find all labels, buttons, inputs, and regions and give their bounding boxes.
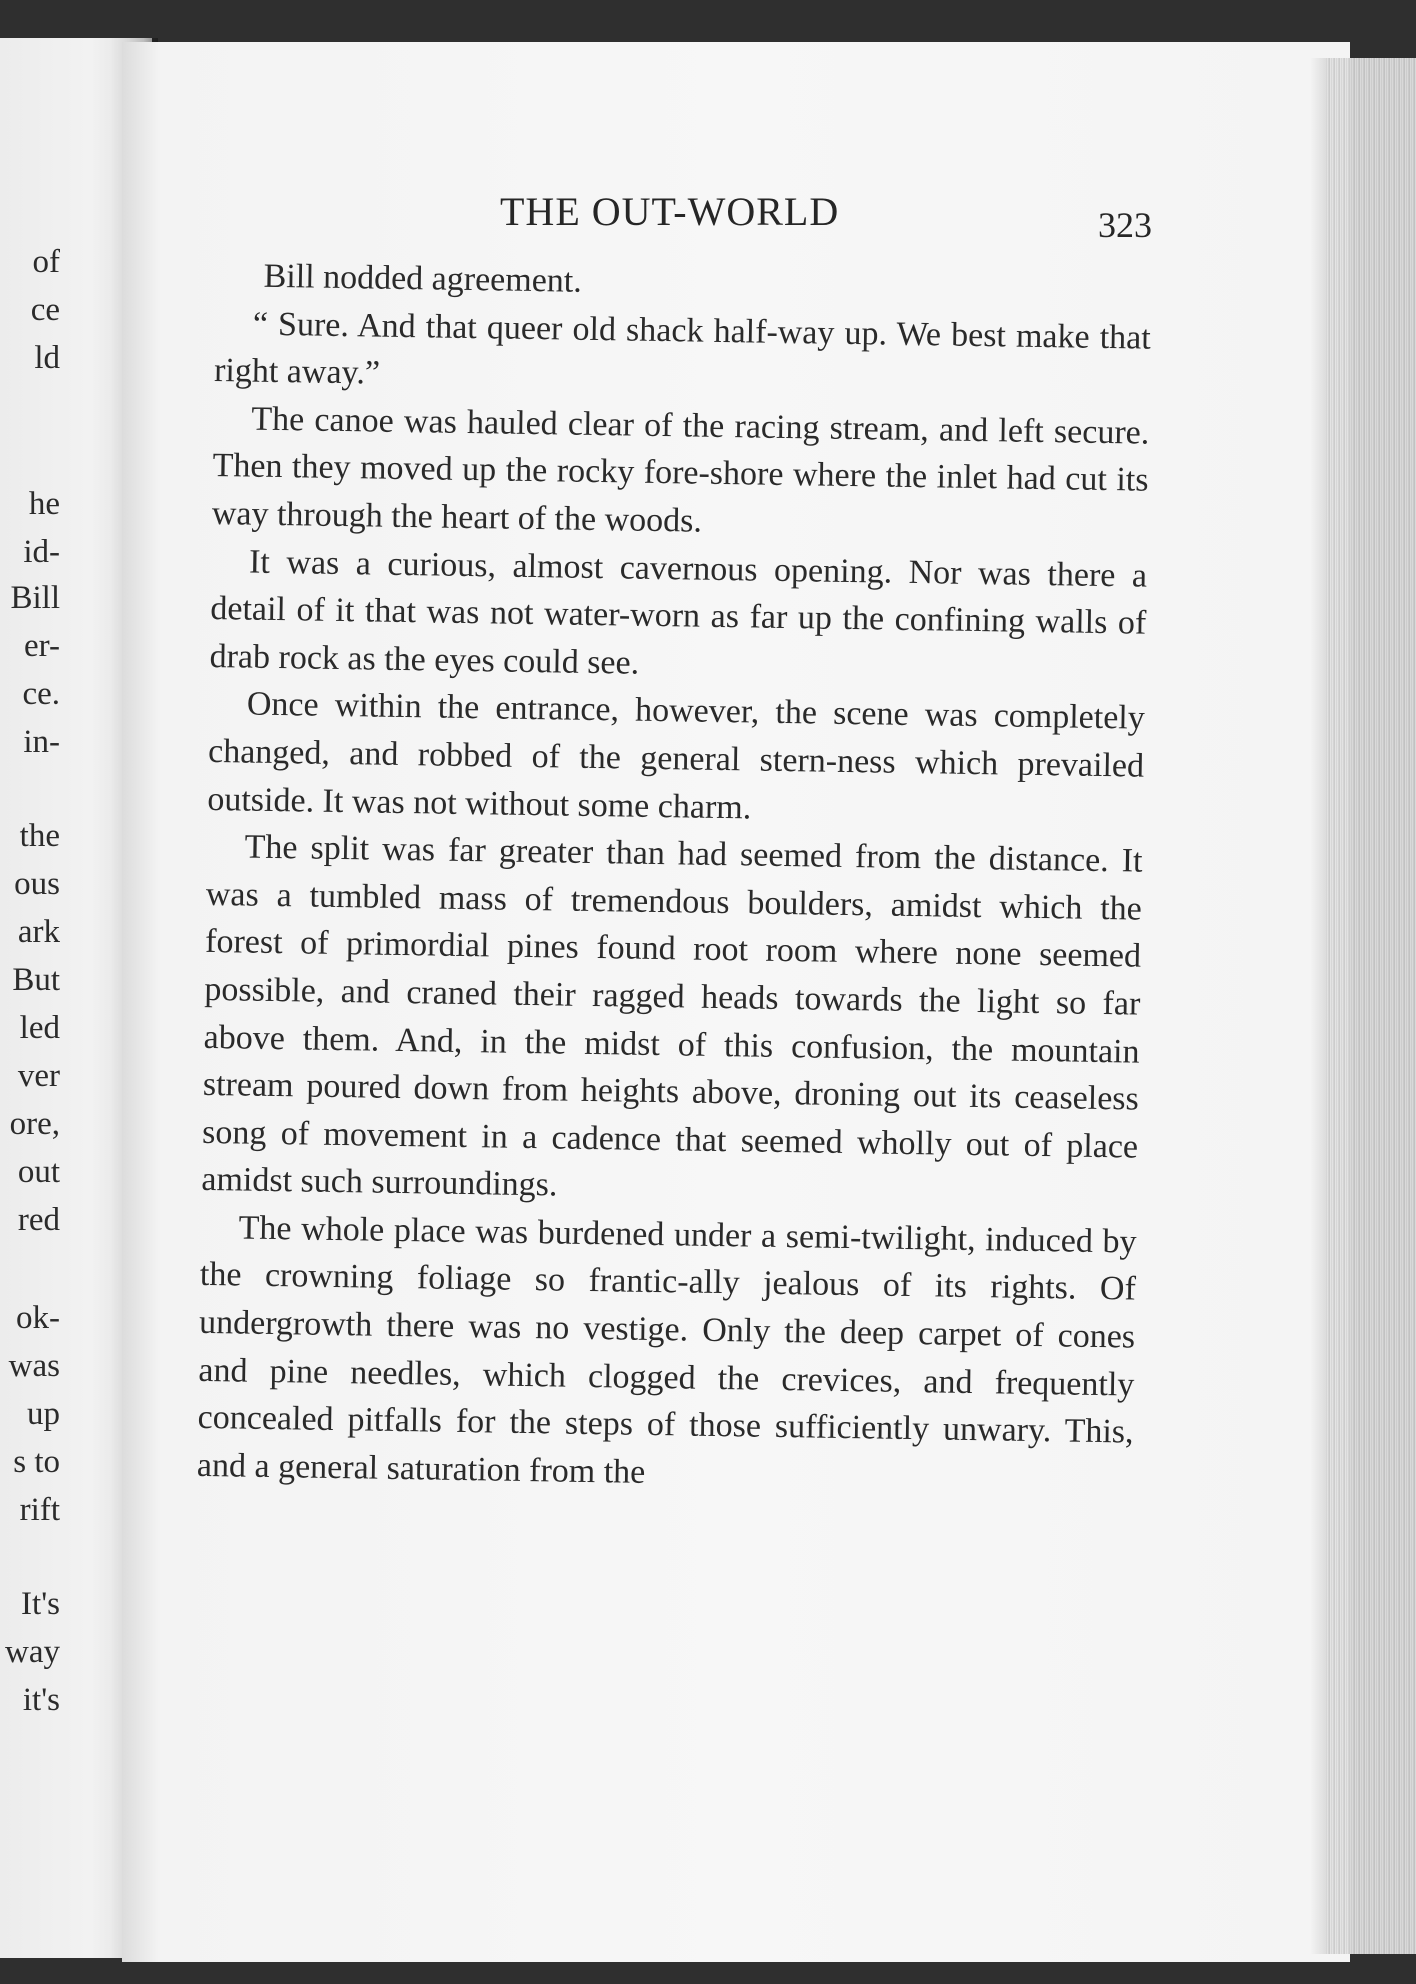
- left-line-fragment: of: [32, 244, 60, 280]
- left-line-fragment: It's: [21, 1586, 60, 1622]
- left-line-fragment: the: [19, 818, 60, 854]
- paragraph: The split was far greater than had seemed from the distance. It was a tumbled mass of tremendous boulders, amidst which the forest of primordial pines found root room where none seemed possible, and craned their ragged heads towards the light so far above them. And, in the midst of this confusion, the mountain stream poured down from heights above, droning out its ceaseless song of movement in a cadence that seemed wholly out of place amidst such surroundings.: [201, 828, 1143, 1204]
- paragraph: Bill nodded agreement.: [263, 257, 583, 300]
- page-number: 323: [1098, 205, 1152, 245]
- left-line-fragment: ark: [17, 914, 60, 950]
- left-line-fragment: in-: [23, 724, 60, 760]
- left-line-fragment: ce: [30, 292, 60, 328]
- left-line-fragment: ce.: [22, 676, 60, 712]
- paragraph: Once within the entrance, however, the scene was completely changed, and robbed of the general stern-ness which prevailed outside. It was not without some charm.: [207, 685, 1146, 827]
- left-line-fragment: led: [19, 1010, 60, 1046]
- paragraph: The canoe was hauled clear of the racing stream, and left secure. Then they moved up the rocky fore-shore where the inlet had cut its way through the heart of the woods.: [211, 400, 1150, 540]
- left-line-fragment: er-: [24, 628, 60, 664]
- left-line-fragment: ld: [34, 340, 60, 376]
- left-line-fragment: But: [12, 962, 60, 998]
- page-edges: [1326, 58, 1416, 1954]
- left-line-fragment: up: [27, 1396, 60, 1432]
- left-line-fragment: ver: [17, 1058, 60, 1094]
- left-line-fragment: he: [28, 486, 60, 522]
- left-line-fragment: Bill: [10, 580, 60, 616]
- body-text: [197, 252, 1152, 1504]
- paragraph: It was a curious, almost cavernous opening. Nor was there a detail of it that was not water-worn as far up the confining walls of drab rock as the eyes could see.: [209, 543, 1148, 682]
- left-line-fragment: out: [17, 1154, 60, 1190]
- running-head: THE OUT-WORLD: [500, 189, 840, 234]
- left-line-fragment: ous: [14, 866, 60, 902]
- left-line-fragment: way: [5, 1634, 60, 1670]
- left-line-fragment: ok-: [16, 1300, 60, 1336]
- left-line-fragment: s to: [13, 1444, 60, 1480]
- left-line-fragment: id-: [23, 534, 60, 570]
- left-line-fragment: rift: [19, 1492, 60, 1528]
- paragraph: The whole place was burdened under a semi-twilight, induced by the crowning foliage so frantic-ally jealous of its rights. Of undergrowth there was no vestige. Only the deep carpet of cones and pine needles, which clogged the crevices, and frequently concealed pitfalls for the steps of those sufficiently unwary. This, and a general saturation from the: [196, 1209, 1137, 1491]
- left-line-fragment: ore,: [9, 1106, 60, 1142]
- left-line-fragment: it's: [22, 1682, 60, 1718]
- left-line-fragment: red: [17, 1202, 60, 1238]
- left-line-fragment: was: [8, 1348, 60, 1384]
- paragraph: “ Sure. And that queer old shack half-way up. We best make that right away.”: [213, 305, 1152, 392]
- left-page-text: [0, 0, 60, 1984]
